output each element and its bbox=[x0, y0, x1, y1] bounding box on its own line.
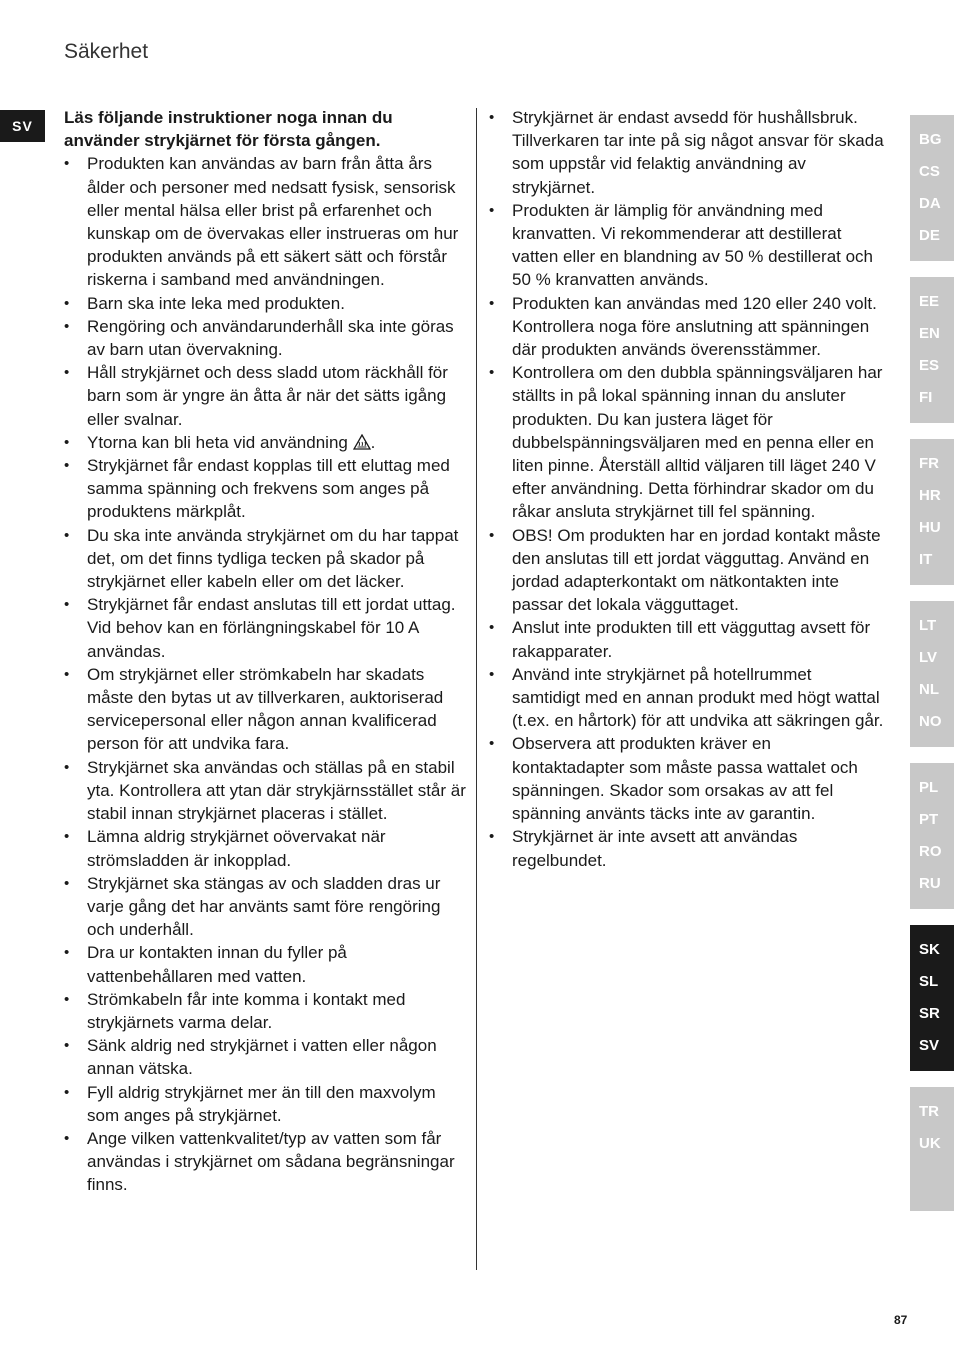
tab-bg[interactable]: BG bbox=[919, 131, 942, 148]
hot-surface-warning-icon bbox=[353, 433, 371, 449]
list-item: • Rengöring och användarunderhåll ska inte göras av barn utan övervakning. bbox=[64, 315, 466, 361]
list-item: • Produkten kan användas med 120 eller 240 volt. Kontrollera noga före anslutning att spänningen där produkten används överensstämmer. bbox=[489, 292, 884, 362]
safety-list-left bbox=[64, 152, 466, 1196]
tab-es[interactable]: ES bbox=[919, 357, 940, 374]
list-item: • Fyll aldrig strykjärnet mer än till den maxvolym som anges på strykjärnet. bbox=[64, 1081, 466, 1127]
tab-de[interactable]: DE bbox=[919, 227, 940, 244]
language-tab-group bbox=[910, 277, 954, 423]
tab-sv[interactable]: SV bbox=[919, 1037, 940, 1054]
list-item: • Strykjärnet ska stängas av och sladden dras ur varje gång det har använts samt före rengöring och underhåll. bbox=[64, 872, 466, 942]
list-item: • Du ska inte använda strykjärnet om du har tappat det, om det finns tydliga tecken på skador på strykjärnet eller kabeln eller om det läcker. bbox=[64, 524, 466, 594]
list-item: • Kontrollera om den dubbla spänningsväljaren har ställts in på lokal spänning innan du ansluter produkten. Du kan justera läget för dubbelspänningsväljaren med en penna eller en liten pinne. Återställ alltid väljaren till läget 240 V efter användning. Detta förhindrar skador om du råkar ansluta strykjärnet till fel spänning. bbox=[489, 361, 884, 523]
tab-lv[interactable]: LV bbox=[919, 649, 938, 666]
list-item: • Anslut inte produkten till ett vägguttag avsett för rakapparater. bbox=[489, 616, 884, 662]
tab-no[interactable]: NO bbox=[919, 713, 942, 730]
list-item: • Använd inte strykjärnet på hotellrummet samtidigt med en annan produkt med högt wattal (t.ex. en hårtork) för att undvika att säkringen går. bbox=[489, 663, 884, 733]
tab-uk[interactable]: UK bbox=[919, 1135, 941, 1152]
list-item: • Dra ur kontakten innan du fyller på vattenbehållaren med vatten. bbox=[64, 941, 466, 987]
tab-fr[interactable]: FR bbox=[919, 455, 939, 472]
section-title: Säkerhet bbox=[64, 40, 149, 63]
tab-pl[interactable]: PL bbox=[919, 779, 939, 796]
tab-pt[interactable]: PT bbox=[919, 811, 939, 828]
list-item: • Strykjärnet ska användas och ställas på en stabil yta. Kontrollera att ytan där strykjärnsstället står är stabil innan strykjärnet placeras i stället. bbox=[64, 756, 466, 826]
tab-tr[interactable]: TR bbox=[919, 1103, 939, 1120]
left-column bbox=[64, 106, 466, 1197]
tab-nl[interactable]: NL bbox=[919, 681, 939, 698]
list-item: • Produkten kan användas av barn från åtta års ålder och personer med nedsatt fysisk, sensorisk eller mental hälsa eller brist på erfarenhet och kunskap om de övervakas eller instrueras om hur produkten används på ett säkert sätt och förstår riskerna i samband med användningen. bbox=[64, 152, 466, 291]
list-item: • OBS! Om produkten har en jordad kontakt måste den anslutas till ett jordat vägguttag. Använd en jordad adapterkontakt om nätkontakten inte passar det lokala vägguttaget. bbox=[489, 524, 884, 617]
list-item: • Strykjärnet är inte avsett att användas regelbundet. bbox=[489, 825, 884, 871]
tab-sk[interactable]: SK bbox=[919, 941, 940, 958]
list-item: • Ytorna kan bli heta vid användning . bbox=[64, 431, 466, 454]
tab-cs[interactable]: CS bbox=[919, 163, 940, 180]
language-tab-group-active bbox=[910, 925, 954, 1071]
list-item: • Om strykjärnet eller strömkabeln har skadats måste den bytas ut av tillverkaren, auktoriserad servicepersonal eller någon annan kvalificerad person för att undvika fara. bbox=[64, 663, 466, 756]
tab-sr[interactable]: SR bbox=[919, 1005, 940, 1022]
tab-ru[interactable]: RU bbox=[919, 875, 941, 892]
list-item: • Strykjärnet är endast avsedd för hushållsbruk. Tillverkaren tar inte på sig något ansvar för skada som uppstår vid felaktig användning av strykjärnet. bbox=[489, 106, 884, 199]
list-item: • Strömkabeln får inte komma i kontakt med strykjärnets varma delar. bbox=[64, 988, 466, 1034]
tab-hu[interactable]: HU bbox=[919, 519, 941, 536]
language-tab-bar bbox=[910, 115, 954, 1227]
list-item: • Lämna aldrig strykjärnet oövervakat när strömsladden är inkopplad. bbox=[64, 825, 466, 871]
tab-hr[interactable]: HR bbox=[919, 487, 941, 504]
tab-sl[interactable]: SL bbox=[919, 973, 939, 990]
list-item: • Sänk aldrig ned strykjärnet i vatten eller någon annan vätska. bbox=[64, 1034, 466, 1080]
tab-en[interactable]: EN bbox=[919, 325, 940, 342]
tab-fi[interactable]: FI bbox=[919, 389, 933, 406]
tab-it[interactable]: IT bbox=[919, 551, 933, 568]
list-item: • Håll strykjärnet och dess sladd utom räckhåll för barn som är yngre än åtta år när det sätts igång eller svalnar. bbox=[64, 361, 466, 431]
language-tab-group bbox=[910, 439, 954, 585]
list-item: • Ange vilken vattenkvalitet/typ av vatten som får användas i strykjärnet om sådana begränsningar finns. bbox=[64, 1127, 466, 1197]
language-tab-group bbox=[910, 1087, 954, 1211]
list-item: • Barn ska inte leka med produkten. bbox=[64, 292, 466, 315]
language-tab-group bbox=[910, 601, 954, 747]
intro-text: Läs följande instruktioner noga innan du använder strykjärnet för första gången. bbox=[64, 108, 393, 151]
language-tab-group bbox=[910, 763, 954, 909]
list-item: • Strykjärnet får endast kopplas till ett eluttag med samma spänning och frekvens som anges på produktens märkplåt. bbox=[64, 454, 466, 524]
tab-da[interactable]: DA bbox=[919, 195, 941, 212]
tab-lt[interactable]: LT bbox=[919, 617, 937, 634]
tab-ee[interactable]: EE bbox=[919, 293, 940, 310]
language-tab-group bbox=[910, 115, 954, 261]
safety-list-right bbox=[489, 106, 884, 872]
column-divider bbox=[476, 108, 477, 1270]
list-item: • Produkten är lämplig för användning med kranvatten. Vi rekommenderar att destillerat vatten eller en blandning av 50 % destillerat och 50 % kranvatten används. bbox=[489, 199, 884, 292]
list-item: • Observera att produkten kräver en kontaktadapter som måste passa wattalet och spänningen. Skador som orsakas av att fel spänning använts täcks inte av garantin. bbox=[489, 732, 884, 825]
tab-ro[interactable]: RO bbox=[919, 843, 942, 860]
language-badge: SV bbox=[0, 110, 45, 142]
list-item: • Strykjärnet får endast anslutas till ett jordat uttag. Vid behov kan en förlängningskabel för 10 A användas. bbox=[64, 593, 466, 663]
page-number: 87 bbox=[894, 1313, 908, 1327]
right-column bbox=[489, 106, 884, 872]
